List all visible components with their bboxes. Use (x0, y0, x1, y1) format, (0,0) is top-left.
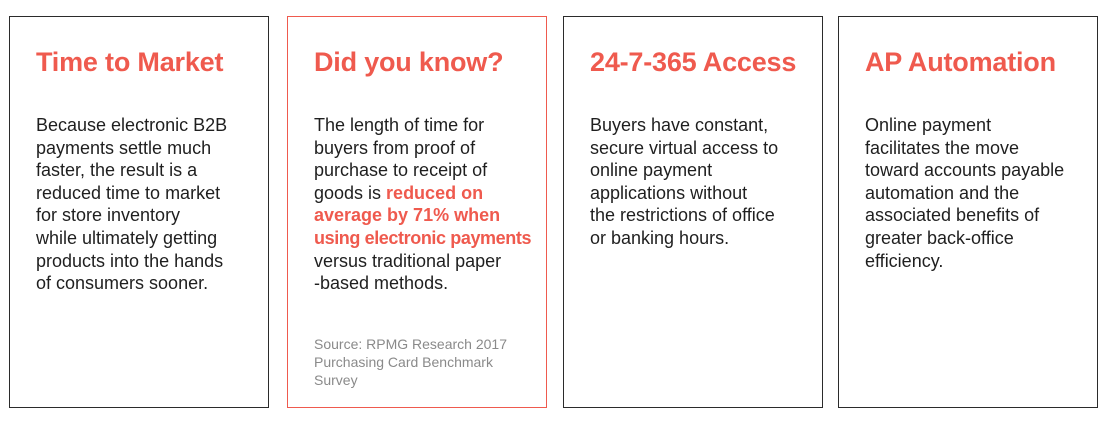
card-title: Time to Market (36, 47, 224, 77)
body-line: Online payment (865, 115, 992, 135)
card-ap-automation (838, 16, 1098, 408)
body-line: purchase to receipt of (314, 160, 488, 181)
card-title: Did you know? (314, 47, 504, 77)
source-citation (314, 335, 544, 389)
body-line: facilitates the move (865, 137, 1020, 158)
body-line: for store inventory (36, 205, 181, 226)
body-line: secure virtual access to (590, 137, 779, 158)
card-did-you-know (287, 16, 547, 408)
body-line: automation and the (865, 182, 1020, 203)
body-line: applications without (590, 182, 748, 203)
body-line: of consumers sooner. (36, 273, 209, 294)
body-line: greater back-office (865, 227, 1014, 248)
body-line: while ultimately getting (36, 227, 218, 248)
card-body (590, 114, 822, 250)
body-line: products into the hands (36, 250, 224, 271)
source-line: Survey (314, 372, 358, 388)
body-line: versus traditional paper (314, 250, 502, 271)
highlight-line: using electronic payments (314, 227, 532, 248)
highlight-text: reduced on (386, 182, 484, 203)
body-line: the restrictions of office (590, 205, 775, 226)
body-line: The length of time for (314, 115, 485, 135)
body-line: buyers from proof of (314, 137, 476, 158)
body-line: or banking hours. (590, 227, 730, 248)
card-body (36, 114, 268, 295)
source-line: Purchasing Card Benchmark (314, 354, 493, 370)
body-line: Buyers have constant, (590, 115, 769, 135)
body-line: payments settle much (36, 137, 212, 158)
body-line: efficiency. (865, 250, 944, 271)
body-line: -based methods. (314, 273, 449, 294)
body-line: online payment (590, 160, 713, 181)
body-line: Because electronic B2B (36, 115, 228, 135)
body-text: goods is (314, 182, 387, 203)
card-body (314, 114, 546, 295)
body-line: associated benefits of (865, 205, 1040, 226)
source-line: Source: RPMG Research 2017 (314, 336, 507, 352)
card-title: 24-7-365 Access (590, 47, 797, 77)
card-body (865, 114, 1097, 272)
card-title: AP Automation (865, 47, 1056, 77)
body-line-mixed (314, 182, 546, 205)
highlight-line: average by 71% when (314, 205, 501, 226)
body-line: toward accounts payable (865, 160, 1065, 181)
card-time-to-market (9, 16, 269, 408)
body-line: reduced time to market (36, 182, 221, 203)
card-24-7-365-access (563, 16, 823, 408)
body-line: faster, the result is a (36, 160, 198, 181)
